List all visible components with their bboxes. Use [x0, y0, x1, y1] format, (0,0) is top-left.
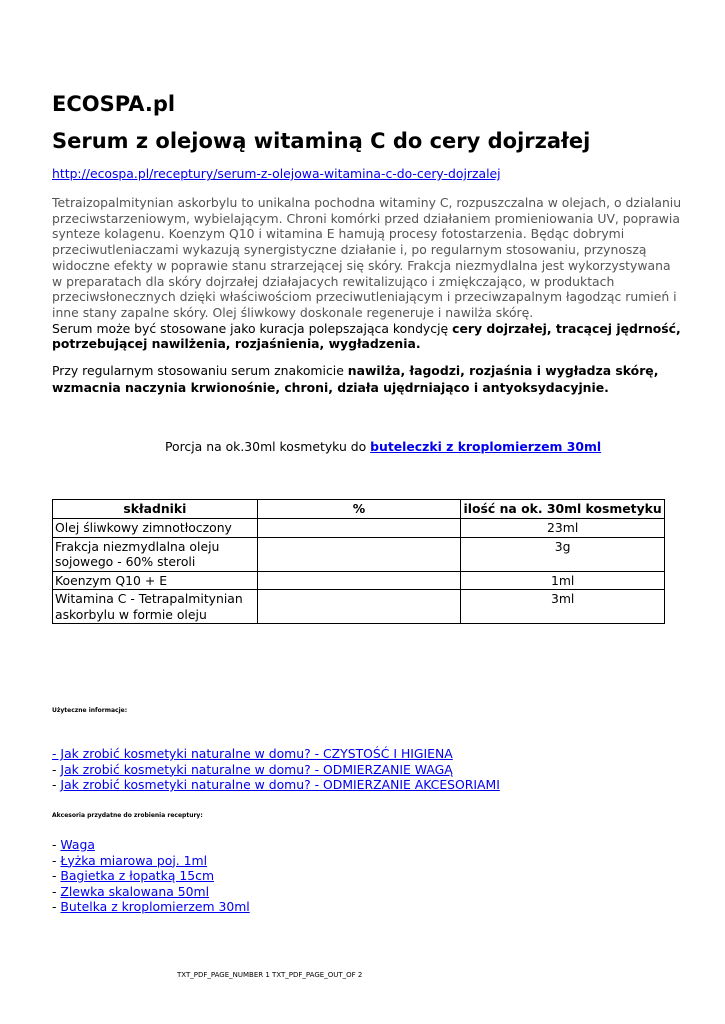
- dash: -: [52, 883, 61, 899]
- dropper-bottle-link[interactable]: Butelka z kroplomierzem 30ml: [60, 899, 250, 914]
- list-item: [52, 868, 250, 884]
- benefits-text: Przy regularnym stosowaniu serum znakomicie: [52, 363, 348, 378]
- useful-info-heading: Użyteczne informacje:: [52, 707, 128, 714]
- header-amount: ilość na ok. 30ml kosmetyku: [461, 500, 665, 519]
- list-item: [52, 777, 500, 793]
- list-item: [52, 746, 500, 762]
- cell-amount: 1ml: [461, 571, 665, 590]
- cell-percent: [257, 571, 461, 590]
- cell-amount: 23ml: [461, 519, 665, 538]
- accessories-measuring-link[interactable]: Jak zrobić kosmetyki naturalne w domu? - ODMIERZANIE AKCESORIAMI: [60, 777, 500, 792]
- page-footer: TXT_PDF_PAGE_NUMBER 1 TXT_PDF_PAGE_OUT_OF 2: [177, 971, 363, 979]
- header-ingredients: składniki: [53, 500, 258, 519]
- table-row: [53, 571, 665, 590]
- cell-percent: [257, 519, 461, 538]
- benefits-bold: nawilża, łagodzi, rozjaśnia i wygładza skórę, wzmacnia naczynia krwionośnie, chroni, działa ujędrniająco i antyoksydacyjnie.: [52, 363, 659, 395]
- accessories-heading: Akcesoria przydatne do zrobienia receptury:: [52, 812, 203, 819]
- dash: -: [52, 761, 61, 777]
- weighing-link[interactable]: Jak zrobić kosmetyki naturalne w domu? - ODMIERZANIE WAGĄ: [60, 761, 453, 777]
- site-name: ECOSPA.pl: [52, 92, 176, 116]
- ingredients-table: [52, 499, 665, 624]
- dash: -: [52, 777, 61, 792]
- hygiene-link[interactable]: - Jak zrobić kosmetyki naturalne w domu? - CZYSTOŚĆ I HIGIENA: [52, 746, 453, 761]
- bottle-link[interactable]: buteleczki z kroplomierzem 30ml: [370, 439, 602, 454]
- accessories-list: [52, 837, 250, 915]
- page-title: Serum z olejową witaminą C do cery dojrzałej: [52, 129, 591, 153]
- intro-paragraph: [52, 195, 682, 352]
- intro-black-text: Serum może być stosowane jako kuracja polepszająca kondycję: [52, 320, 453, 336]
- scale-link[interactable]: Waga: [60, 837, 95, 852]
- header-percent: %: [257, 500, 461, 519]
- dash: -: [52, 837, 61, 852]
- table-header-row: [53, 500, 665, 519]
- useful-links-list: [52, 746, 500, 793]
- spoon-link[interactable]: Łyżka miarowa poj. 1ml: [60, 852, 208, 868]
- beaker-link[interactable]: Zlewka skalowana 50ml: [60, 883, 210, 899]
- cell-amount: 3ml: [461, 590, 665, 624]
- list-item: [52, 884, 250, 900]
- table-row: [53, 519, 665, 538]
- dash: -: [52, 868, 61, 883]
- dash: -: [52, 899, 61, 914]
- portion-text: Porcja na ok.30ml kosmetyku do: [165, 439, 371, 454]
- cell-percent: [257, 537, 461, 571]
- cell-ingredient: Olej śliwkowy zimnotłoczony: [53, 519, 258, 538]
- dash: -: [52, 852, 61, 868]
- table-row: [53, 537, 665, 571]
- cell-ingredient: Witamina C - Tetrapalmitynian askorbylu w formie oleju: [53, 590, 258, 624]
- intro-bold-text: cery dojrzałej, tracącej jędrność, potrzebującej nawilżenia, rozjaśnienia, wygładzenia.: [52, 320, 681, 352]
- intro-gray-text: Tetraizopalmitynian askorbylu to unikalna pochodna witaminy C, rozpuszczalna w olejach, o dzialaniu przeciwstarzeniowym, wybielającym. Chroni komórki przed działaniem promieniowania UV, poprawia synteze kolagenu. Koenzym Q10 i witamina E hamują procesy fotostarzenia. Będąc dobrymi przeciwutleniaczami wykazują synergistyczne działanie i, po regularnym stosowaniu, przynoszą widoczne efekty w poprawie stanu strarzejącej się skóry. Frakcja niezmydlalna jest wykorzystywana w preparatach dla skóry dojrzałej działajacych rewitalizująco i zmiękczająco, w produktach przeciwsłonecznych dzięki właściwościom przeciwutleniającym i przeciwzapalnym łagodząc rumień i inne stany zapalne skóry. Olej śliwkowy doskonale regeneruje i nawilża skórę.: [52, 195, 682, 320]
- cell-ingredient: Koenzym Q10 + E: [53, 571, 258, 590]
- list-item: [52, 762, 500, 778]
- list-item: [52, 837, 250, 853]
- benefits-paragraph: [52, 362, 682, 396]
- cell-amount: 3g: [461, 537, 665, 571]
- recipe-url-link[interactable]: http://ecospa.pl/receptury/serum-z-olejowa-witamina-c-do-cery-dojrzalej: [52, 166, 501, 181]
- table-row: [53, 590, 665, 624]
- cell-percent: [257, 590, 461, 624]
- list-item: [52, 853, 250, 869]
- portion-line: [165, 439, 601, 454]
- list-item: [52, 899, 250, 915]
- cell-ingredient: Frakcja niezmydlalna oleju sojowego - 60% steroli: [53, 537, 258, 571]
- stirrer-link[interactable]: Bagietka z łopatką 15cm: [60, 868, 215, 883]
